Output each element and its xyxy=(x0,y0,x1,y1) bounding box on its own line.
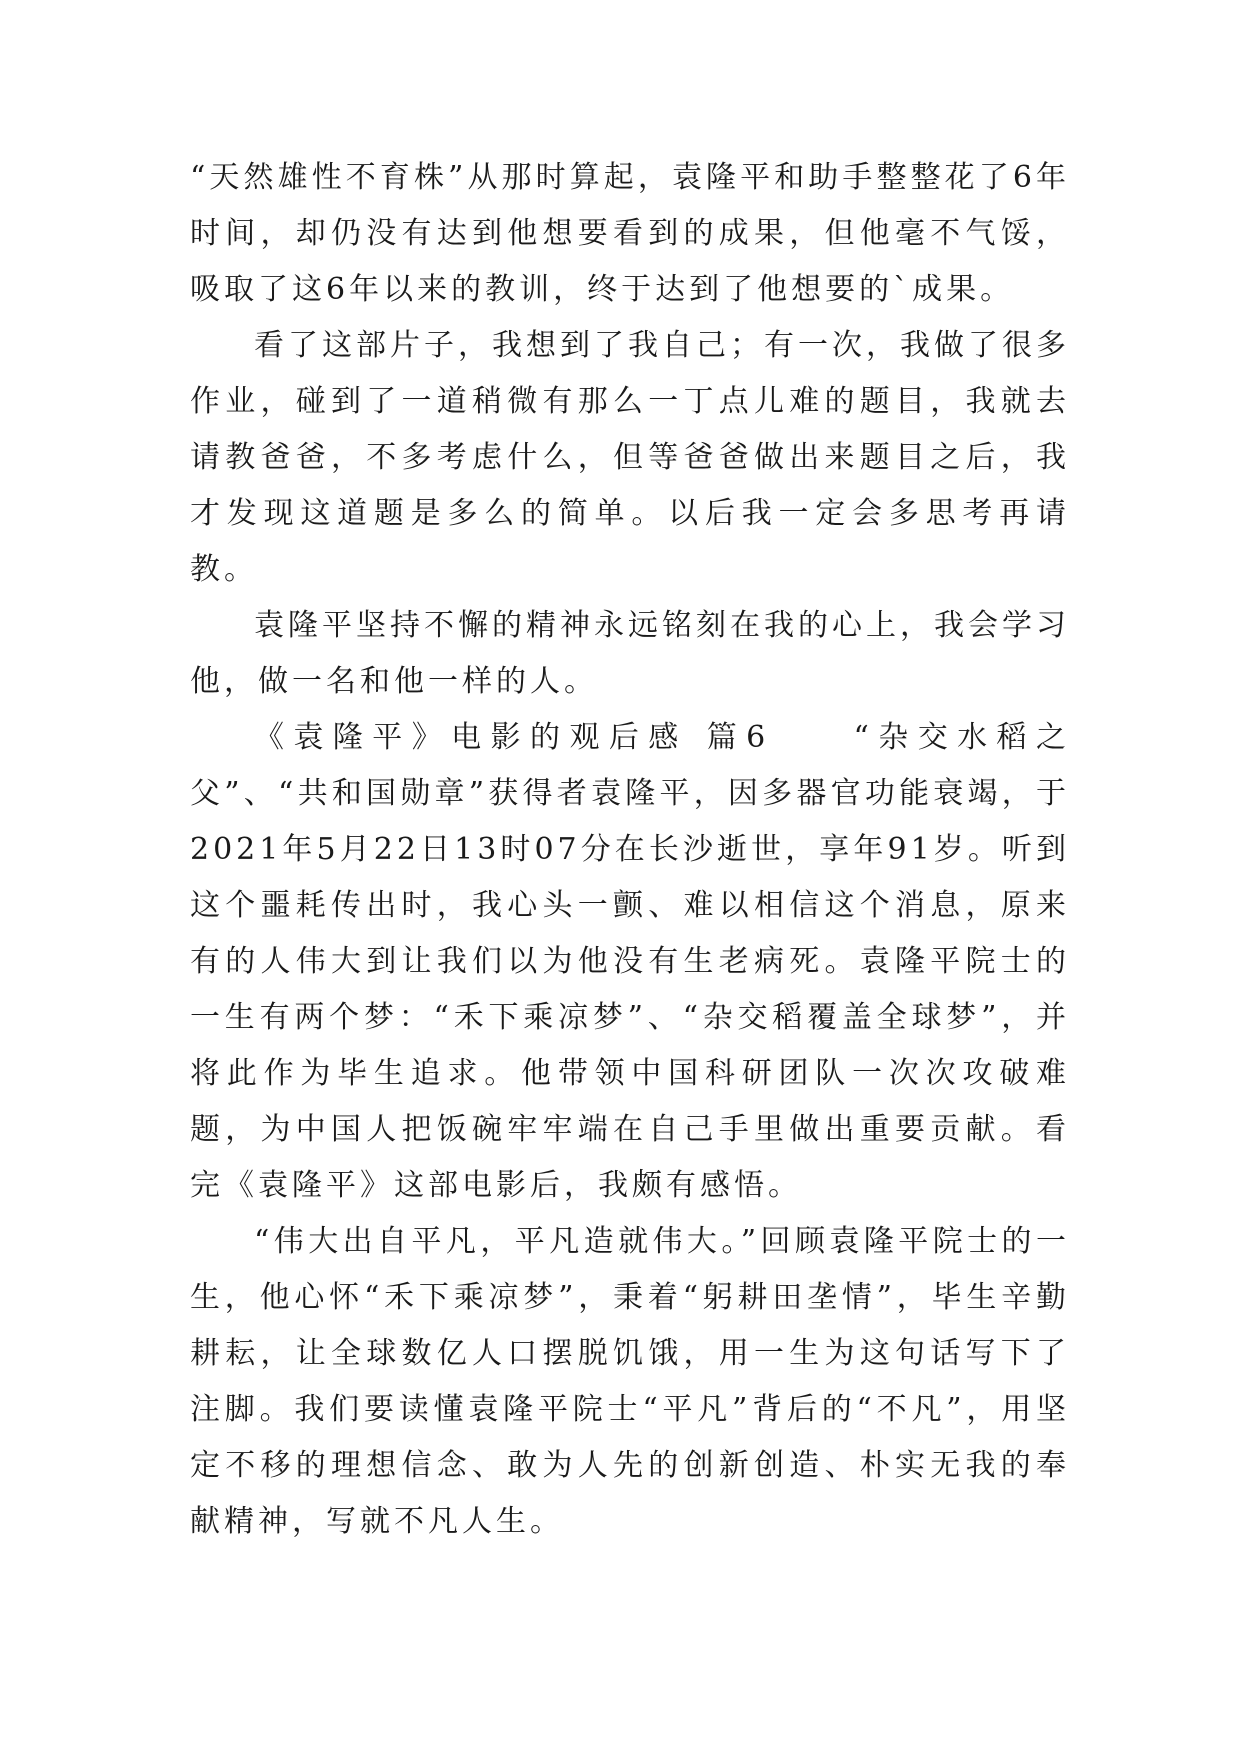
paragraph-5: “伟大出自平凡，平凡造就伟大。”回顾袁隆平院士的一生，他心怀“禾下乘凉梦”，秉着“躬耕田垄情”，毕生辛勤耕耘，让全球数亿人口摆脱饥饿，用一生为这句话写下了注脚。我们要读懂袁隆平院士“平凡”背后的“不凡”，用坚定不移的理想信念、敢为人先的创新创造、朴实无我的奉献精神，写就不凡人生。 xyxy=(190,1224,1070,1539)
paragraph-4: 《袁隆平》电影的观后感 篇6 “杂交水稻之父”、“共和国勋章”获得者袁隆平，因多器官功能衰竭，于2021年5月22日13时07分在长沙逝世，享年91岁。听到这个噩耗传出时，我心头一颤、难以相信这个消息，原来有的人伟大到让我们以为他没有生老病死。袁隆平院士的一生有两个梦：“禾下乘凉梦”、“杂交稻覆盖全球梦”，并将此作为毕生追求。他带领中国科研团队一次次攻破难题，为中国人把饭碗牢牢端在自己手里做出重要贡献。看完《袁隆平》这部电影后，我颇有感悟。 xyxy=(190,720,1070,1203)
paragraph-3: 袁隆平坚持不懈的精神永远铭刻在我的心上，我会学习他，做一名和他一样的人。 xyxy=(190,608,1070,699)
paragraph-1: “天然雄性不育株”从那时算起，袁隆平和助手整整花了6年时间，却仍没有达到他想要看到的成果，但他毫不气馁，吸取了这6年以来的教训，终于达到了他想要的`成果。 xyxy=(190,160,1070,307)
paragraph-2: 看了这部片子，我想到了我自己；有一次，我做了很多作业，碰到了一道稍微有那么一丁点儿难的题目，我就去请教爸爸，不多考虑什么，但等爸爸做出来题目之后，我才发现这道题是多么的简单。以后我一定会多思考再请教。 xyxy=(190,328,1070,587)
document-page xyxy=(190,150,1070,1550)
